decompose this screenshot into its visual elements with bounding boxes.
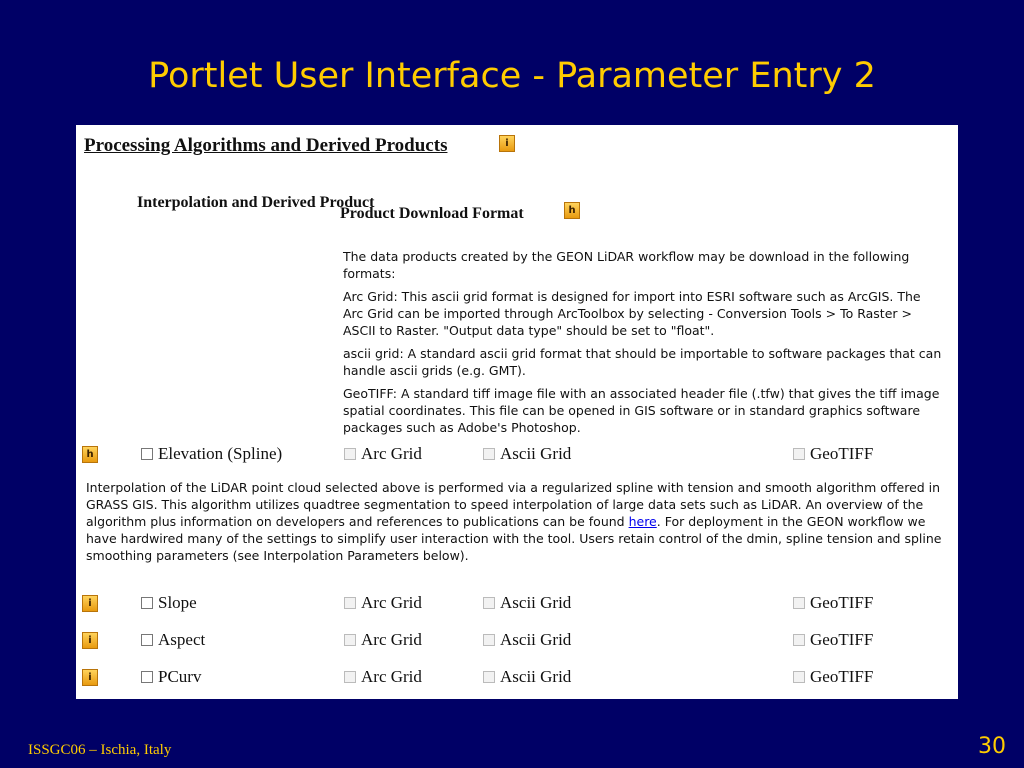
checkbox-box[interactable] [141, 448, 153, 460]
format-description [343, 248, 943, 442]
format-label: GeoTIFF [810, 667, 874, 686]
download-format-header: Product Download Format [340, 205, 524, 222]
algo-text-after: . For deployment in the GEON workflow we have hardwired many of the settings to simplify user interaction with the tool. Users retain control of the dmin, spline tension and spline smoothing parameters (see Interpolation Parameters below). [86, 514, 942, 563]
checkbox-box[interactable] [483, 597, 495, 609]
format-label: Arc Grid [361, 444, 422, 463]
info-icon[interactable]: i [82, 632, 98, 649]
checkbox-box[interactable] [344, 671, 356, 683]
format-label: Arc Grid [361, 630, 422, 649]
product-label: Elevation (Spline) [158, 444, 283, 463]
format-label: Ascii Grid [500, 667, 572, 686]
algorithm-description [86, 479, 946, 564]
format-label: GeoTIFF [810, 593, 874, 612]
checkbox-box[interactable] [483, 671, 495, 683]
ascii-grid-checkbox[interactable] [483, 628, 571, 652]
geotiff-checkbox[interactable] [793, 665, 873, 689]
geotiff-checkbox[interactable] [793, 628, 873, 652]
here-link[interactable]: here [628, 514, 657, 529]
format-desc-arcgrid: Arc Grid: This ascii grid format is designed for import into ESRI software such as ArcGIS. The Arc Grid can be imported through ArcToolbox by selecting - Conversion Tools > To Raster > ASCII to Raster. "Output data type" should be set to "float". [343, 289, 921, 338]
checkbox-box[interactable] [793, 634, 805, 646]
format-label: Arc Grid [361, 593, 422, 612]
product-label: PCurv [158, 667, 202, 686]
arc-grid-checkbox[interactable] [344, 628, 422, 652]
interpolation-column-header: Interpolation and Derived Product [137, 194, 375, 211]
geotiff-checkbox[interactable] [793, 442, 873, 466]
format-desc-intro: The data products created by the GEON LiDAR workflow may be download in the following formats: [343, 249, 910, 281]
format-label: Ascii Grid [500, 630, 572, 649]
help-icon[interactable]: h [82, 446, 98, 463]
product-row-slope [76, 591, 958, 615]
product-label: Slope [158, 593, 197, 612]
format-label: GeoTIFF [810, 444, 874, 463]
checkbox-box[interactable] [344, 448, 356, 460]
slide-number: 30 [978, 734, 1006, 759]
arc-grid-checkbox[interactable] [344, 591, 422, 615]
info-icon[interactable]: i [499, 135, 515, 152]
slope-checkbox[interactable] [141, 591, 197, 615]
footer-event: ISSGC06 – Ischia, Italy [28, 742, 172, 758]
format-desc-geotiff: GeoTIFF: A standard tiff image file with an associated header file (.tfw) that gives the tiff image spatial coordinates. This file can be opened in GIS software or in standard graphics software packages such as Adobe's Photoshop. [343, 386, 940, 435]
product-row-elevation [76, 442, 958, 466]
help-icon[interactable]: h [564, 202, 580, 219]
algo-text-before: Interpolation of the LiDAR point cloud selected above is performed via a regularized spline with tension and smooth algorithm offered in GRASS GIS. This algorithm utilizes quadtree segmentation to speed interpolation of large data sets such as LiDAR. An overview of the algorithm plus information on developers and references to publications can be found [86, 480, 941, 529]
checkbox-box[interactable] [141, 597, 153, 609]
info-icon[interactable]: i [82, 595, 98, 612]
geotiff-checkbox[interactable] [793, 591, 873, 615]
arc-grid-checkbox[interactable] [344, 665, 422, 689]
arc-grid-checkbox[interactable] [344, 442, 422, 466]
info-icon[interactable]: i [82, 669, 98, 686]
slide-title: Portlet User Interface - Parameter Entry 2 [148, 56, 876, 96]
checkbox-box[interactable] [793, 448, 805, 460]
checkbox-box[interactable] [141, 634, 153, 646]
checkbox-box[interactable] [793, 671, 805, 683]
format-label: GeoTIFF [810, 630, 874, 649]
ascii-grid-checkbox[interactable] [483, 442, 571, 466]
portlet-panel [76, 125, 958, 699]
format-label: Ascii Grid [500, 593, 572, 612]
product-row-aspect [76, 628, 958, 652]
product-label: Aspect [158, 630, 206, 649]
checkbox-box[interactable] [483, 448, 495, 460]
product-row-pcurv [76, 665, 958, 689]
checkbox-box[interactable] [793, 597, 805, 609]
checkbox-box[interactable] [344, 634, 356, 646]
elevation-checkbox[interactable] [141, 442, 282, 466]
ascii-grid-checkbox[interactable] [483, 665, 571, 689]
aspect-checkbox[interactable] [141, 628, 205, 652]
checkbox-box[interactable] [483, 634, 495, 646]
ascii-grid-checkbox[interactable] [483, 591, 571, 615]
section-title: Processing Algorithms and Derived Products [84, 135, 448, 156]
format-desc-ascii: ascii grid: A standard ascii grid format that should be importable to software packages that can handle ascii grids (e.g. GMT). [343, 346, 942, 378]
format-label: Ascii Grid [500, 444, 572, 463]
format-label: Arc Grid [361, 667, 422, 686]
pcurv-checkbox[interactable] [141, 665, 201, 689]
checkbox-box[interactable] [141, 671, 153, 683]
checkbox-box[interactable] [344, 597, 356, 609]
